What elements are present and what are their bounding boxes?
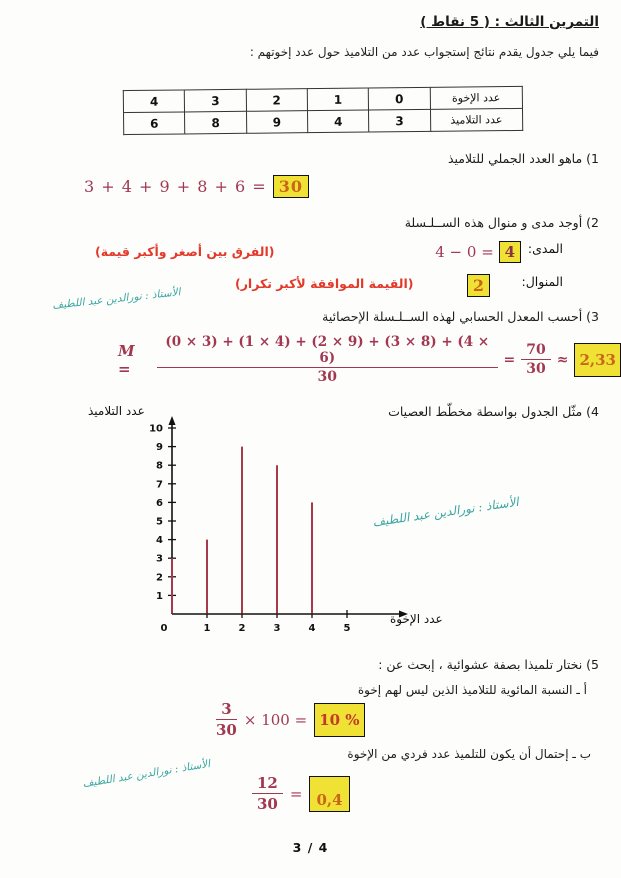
- y-tick-label: 9: [156, 442, 163, 454]
- x-tick-label: 0: [160, 623, 168, 634]
- stick-chart: [138, 414, 408, 649]
- y-tick-label: 7: [156, 479, 163, 491]
- teacher-watermark: الأستاذ : نورالدين عبد اللطيف: [81, 757, 211, 791]
- exercise-title: التمرين الثالث : ( 5 نقاط ): [420, 14, 599, 30]
- table-cell: 4: [123, 90, 185, 113]
- equation-mean: [118, 334, 621, 385]
- question-2: 2) أوجد مدى و منوال هذه الســلـسلة: [404, 215, 599, 230]
- answer-mean: 2,33: [574, 343, 621, 377]
- y-tick-label: 6: [156, 497, 163, 509]
- percentage-fraction: [216, 700, 237, 739]
- frequency-table: [123, 86, 523, 135]
- answer-range: 4: [499, 241, 521, 263]
- table-cell: 0: [369, 87, 431, 110]
- answer-probability: 0,4: [309, 776, 349, 812]
- probability-op: =: [289, 784, 303, 803]
- table-cell: 2: [246, 89, 308, 112]
- range-label: المدى:: [527, 241, 563, 256]
- question-3: 3) أحسب المعدل الحسابي لهذه الســلـسلة الإحصائية: [322, 309, 599, 324]
- y-tick-label: 8: [156, 460, 163, 472]
- intro-text: فيما يلي جدول يقدم نتائج إستجواب عدد من التلاميذ حول عدد إخوتهم :: [249, 45, 599, 59]
- y-tick-label: 10: [149, 423, 163, 435]
- answer-total: 30: [273, 175, 309, 198]
- y-tick-label: 5: [156, 516, 163, 528]
- equation-percentage: [216, 700, 365, 739]
- y-tick-label: 3: [156, 553, 163, 565]
- equals-sign: =: [503, 351, 516, 368]
- y-tick-label: 1: [156, 590, 163, 602]
- answer-mode: 2: [467, 274, 490, 297]
- x-tick-label: 4: [308, 623, 316, 634]
- question-1: 1) ماهو العدد الجملي للتلاميذ: [447, 151, 599, 166]
- question-5a: أ ـ النسبة المائوية للتلاميذ الذين ليس لهم إخوة: [357, 683, 587, 697]
- mean-simplified-num: 70: [521, 342, 550, 360]
- mean-fraction: [157, 334, 497, 385]
- question-5: 5) نختار تلميذا بصفة عشوائية ، إبحث عن :: [378, 657, 599, 672]
- percentage-den: 30: [216, 721, 237, 739]
- row-header-siblings: عدد الإخوة: [430, 86, 523, 109]
- x-tick-label: 5: [343, 623, 351, 634]
- mean-denominator: 30: [317, 369, 338, 385]
- x-tick-label: 2: [238, 623, 246, 634]
- page-number: 3 / 4: [292, 840, 329, 855]
- table-cell: 9: [246, 111, 308, 134]
- table-row-students: [124, 108, 523, 134]
- probability-fraction: [252, 774, 283, 813]
- range-line: [0, 241, 621, 267]
- probability-den: 30: [257, 795, 278, 813]
- chart-x-axis-label: عدد الإخوة: [390, 612, 443, 626]
- table-cell: 6: [124, 112, 186, 135]
- equation-total-lhs: 3 + 4 + 9 + 8 + 6 =: [84, 177, 267, 196]
- percentage-num: 3: [216, 700, 237, 720]
- row-header-students: عدد التلاميذ: [430, 108, 523, 131]
- question-5b: ب ـ إحتمال أن يكون للتلميذ عدد فردي من الإخوة: [347, 747, 591, 761]
- mode-note: (القيمة الموافقة لأكبر تكرار): [235, 276, 414, 291]
- mean-numerator: (0 × 3) + (1 × 4) + (2 × 9) + (3 × 8) + (4 × 6): [157, 334, 497, 368]
- chart-y-axis-label: عدد التلاميذ: [88, 404, 145, 418]
- equation-probability: [252, 774, 350, 813]
- table-cell: 4: [307, 110, 369, 133]
- mean-simplified-fraction: [521, 342, 550, 377]
- range-equation-lhs: 4 − 0 =: [435, 243, 494, 261]
- answer-percentage: 10 %: [314, 703, 364, 737]
- y-axis-arrow: [169, 416, 176, 425]
- range-equation: [435, 241, 521, 263]
- range-note: (الفرق بين أصغر وأكبر قيمة): [95, 244, 275, 259]
- y-tick-label: 4: [156, 535, 163, 547]
- equation-total: [84, 175, 309, 198]
- mean-simplified-den: 30: [526, 361, 546, 377]
- approx-sign: ≈: [556, 351, 569, 368]
- x-tick-label: 3: [273, 623, 281, 634]
- x-tick-label: 1: [203, 623, 211, 634]
- table-cell: 3: [185, 89, 247, 112]
- teacher-watermark: الأستاذ : نورالدين عبد اللطيف: [371, 494, 520, 530]
- probability-num: 12: [252, 774, 283, 794]
- table-cell: 3: [369, 109, 431, 132]
- teacher-watermark: الأستاذ : نورالدين عبد اللطيف: [51, 286, 182, 312]
- percentage-op: × 100 =: [243, 710, 308, 729]
- table-cell: 1: [307, 88, 369, 111]
- y-tick-label: 2: [156, 572, 163, 584]
- mode-label: المنوال:: [521, 274, 563, 289]
- mean-lhs: M =: [118, 341, 135, 378]
- table-cell: 8: [185, 111, 247, 134]
- question-4: 4) مثّل الجدول بواسطة مخطّط العصيات: [388, 404, 599, 419]
